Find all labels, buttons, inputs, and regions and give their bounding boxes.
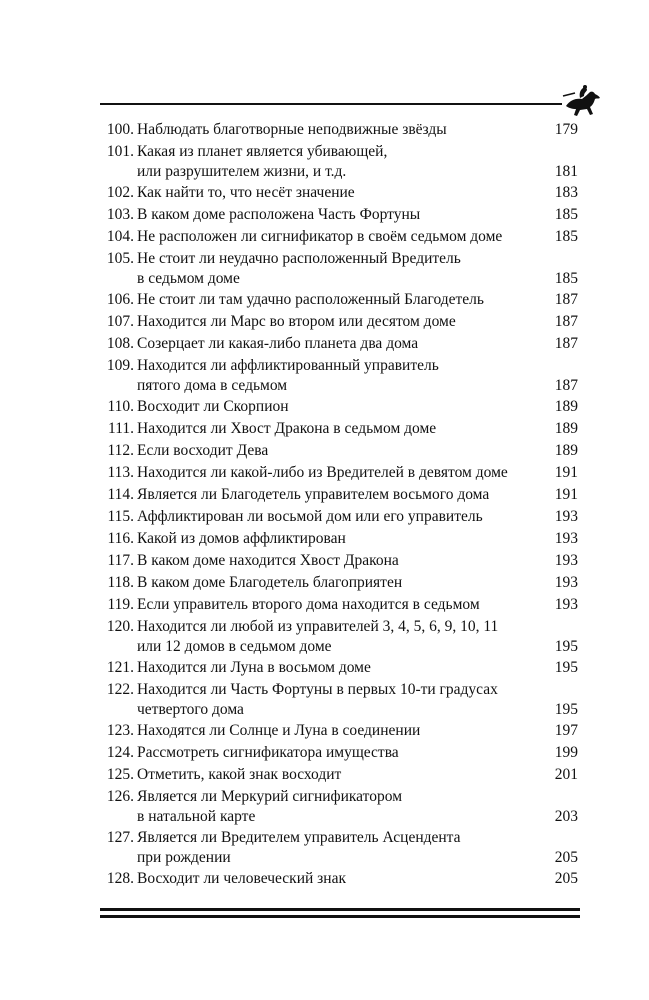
entry-title <box>137 507 538 527</box>
entry-number: 115. <box>107 508 134 525</box>
toc-entry <box>100 356 578 396</box>
entry-title-line: Не стоит ли неудачно расположенный Вредитель <box>137 250 461 267</box>
entry-title <box>137 765 538 785</box>
toc-entry <box>100 441 578 461</box>
toc-entry <box>100 828 578 868</box>
entry-title <box>137 551 538 571</box>
entry-title <box>137 743 538 763</box>
entry-title <box>137 397 538 417</box>
toc-entry <box>100 249 578 289</box>
entry-number: 108. <box>106 335 134 352</box>
toc-entry <box>100 205 578 225</box>
entry-title <box>137 227 538 247</box>
toc-entry <box>100 120 578 140</box>
entry-title-line: или 12 домов в седьмом доме <box>137 638 332 655</box>
entry-title-line: при рождении <box>137 849 231 866</box>
entry-title-line: В каком доме Благодетель благоприятен <box>137 574 403 591</box>
entry-title-line: Если восходит Дева <box>137 442 269 459</box>
entry-number: 104. <box>106 228 134 245</box>
entry-number: 118. <box>107 574 134 591</box>
entry-title-line: Находится ли Марс во втором или десятом доме <box>137 313 456 330</box>
entry-title <box>137 869 538 889</box>
entry-page-number: 187 <box>554 313 578 330</box>
entry-title-line: Какая из планет является убивающей, <box>137 143 388 160</box>
toc-entry <box>100 142 578 182</box>
entry-title-line: Является ли Вредителем управитель Асцендента <box>137 829 461 846</box>
entry-title-line: или разрушителем жизни, и т.д. <box>137 163 347 180</box>
entry-title-line: в натальной карте <box>137 808 256 825</box>
toc-entry <box>100 595 578 615</box>
entry-page-number: 189 <box>554 398 578 415</box>
entry-number: 120. <box>106 618 134 635</box>
footer-rule-bottom <box>100 915 580 918</box>
entry-number: 107. <box>106 313 134 330</box>
entry-page-number: 183 <box>554 184 578 201</box>
toc-entry <box>100 397 578 417</box>
entry-page-number: 193 <box>554 508 578 525</box>
entry-title <box>137 463 538 483</box>
entry-page-number: 187 <box>554 377 578 394</box>
entry-number: 119. <box>107 596 134 613</box>
entry-page-number: 205 <box>554 849 578 866</box>
toc-entry <box>100 787 578 827</box>
toc-entry <box>100 227 578 247</box>
entry-title-line: Не расположен ли сигнификатор в своём седьмом доме <box>137 228 503 245</box>
entry-page-number: 193 <box>554 530 578 547</box>
entry-title <box>137 334 538 354</box>
entry-title-line: Не стоит ли там удачно расположенный Благодетель <box>137 291 484 308</box>
entry-number: 113. <box>107 464 134 481</box>
entry-title <box>137 617 538 657</box>
footer-rule-top <box>100 908 580 911</box>
entry-title-line: Аффликтирован ли восьмой дом или его управитель <box>137 508 483 525</box>
toc-entry <box>100 463 578 483</box>
toc-entry <box>100 617 578 657</box>
entry-title <box>137 441 538 461</box>
entry-page-number: 193 <box>554 552 578 569</box>
entry-number: 117. <box>107 552 134 569</box>
entry-page-number: 179 <box>554 121 578 138</box>
entry-title <box>137 573 538 593</box>
entry-page-number: 203 <box>554 808 578 825</box>
entry-title-line: Как найти то, что несёт значение <box>137 184 355 201</box>
entry-title <box>137 419 538 439</box>
entry-number: 121. <box>106 659 134 676</box>
entry-title <box>137 183 538 203</box>
entry-title-line: Находится ли какой-либо из Вредителей в девятом доме <box>137 464 508 481</box>
entry-page-number: 187 <box>554 291 578 308</box>
toc-entry <box>100 529 578 549</box>
toc-entry <box>100 551 578 571</box>
entry-number: 110. <box>107 398 134 415</box>
entry-title <box>137 658 538 678</box>
entry-title <box>137 680 538 720</box>
entry-page-number: 193 <box>554 574 578 591</box>
entry-number: 128. <box>106 870 134 887</box>
entry-title-line: Находится ли любой из управителей 3, 4, 5, 6, 9, 10, 11 <box>137 618 499 635</box>
toc-entry <box>100 680 578 720</box>
entry-title-line: Находятся ли Солнце и Луна в соединении <box>137 722 421 739</box>
entry-page-number: 189 <box>554 442 578 459</box>
entry-page-number: 201 <box>554 766 578 783</box>
toc-entry <box>100 658 578 678</box>
entry-title-line: В каком доме находится Хвост Дракона <box>137 552 399 569</box>
entry-page-number: 197 <box>554 722 578 739</box>
entry-number: 103. <box>106 206 134 223</box>
toc-entry <box>100 721 578 741</box>
toc-entry <box>100 507 578 527</box>
toc-entry <box>100 312 578 332</box>
entry-title-line: Восходит ли человеческий знак <box>137 870 346 887</box>
entry-page-number: 193 <box>554 596 578 613</box>
entry-number: 116. <box>107 530 134 547</box>
entry-title-line: Восходит ли Скорпион <box>137 398 289 415</box>
entry-number: 122. <box>106 681 134 698</box>
entry-title-line: В каком доме расположена Часть Фортуны <box>137 206 421 223</box>
entry-title-line: Находится ли Луна в восьмом доме <box>137 659 371 676</box>
toc-entry <box>100 485 578 505</box>
entry-title-line: Какой из домов аффликтирован <box>137 530 346 547</box>
toc-entry <box>100 183 578 203</box>
entry-title-line: Наблюдать благотворные неподвижные звёзды <box>137 121 447 138</box>
entry-title-line: Находится ли Часть Фортуны в первых 10-ти градусах <box>137 681 498 698</box>
entry-title-line: Является ли Меркурий сигнификатором <box>137 788 402 805</box>
entry-title <box>137 290 538 310</box>
entry-page-number: 195 <box>554 701 578 718</box>
entry-number: 111. <box>108 420 134 437</box>
table-of-contents <box>100 120 578 891</box>
entry-title <box>137 485 538 505</box>
entry-page-number: 181 <box>554 163 578 180</box>
entry-title <box>137 828 538 868</box>
entry-number: 106. <box>106 291 134 308</box>
entry-title-line: четвертого дома <box>137 701 244 718</box>
entry-title-line: в седьмом доме <box>137 270 240 287</box>
entry-page-number: 189 <box>554 420 578 437</box>
entry-title-line: Находится ли Хвост Дракона в седьмом доме <box>137 420 437 437</box>
entry-page-number: 185 <box>554 228 578 245</box>
entry-title <box>137 120 538 140</box>
entry-title-line: пятого дома в седьмом <box>137 377 288 394</box>
entry-number: 126. <box>106 788 134 805</box>
entry-title-line: Если управитель второго дома находится в седьмом <box>137 596 480 613</box>
entry-number: 125. <box>106 766 134 783</box>
entry-number: 123. <box>106 722 134 739</box>
entry-number: 127. <box>106 829 134 846</box>
entry-title-line: Рассмотреть сигнификатора имущества <box>137 744 399 761</box>
toc-entry <box>100 334 578 354</box>
toc-entry <box>100 419 578 439</box>
toc-entry <box>100 743 578 763</box>
entry-title <box>137 312 538 332</box>
entry-page-number: 191 <box>554 486 578 503</box>
toc-entry <box>100 573 578 593</box>
entry-number: 109. <box>106 357 134 374</box>
header-rule <box>100 103 562 105</box>
entry-page-number: 185 <box>554 270 578 287</box>
horse-rider-ornament-icon <box>560 84 604 122</box>
toc-entry <box>100 869 578 889</box>
entry-page-number: 195 <box>554 659 578 676</box>
entry-page-number: 199 <box>554 744 578 761</box>
entry-page-number: 185 <box>554 206 578 223</box>
entry-title-line: Находится ли аффликтированный управитель <box>137 357 439 374</box>
entry-page-number: 191 <box>554 464 578 481</box>
toc-entry <box>100 765 578 785</box>
entry-title-line: Является ли Благодетель управителем восьмого дома <box>137 486 490 503</box>
entry-number: 112. <box>107 442 134 459</box>
entry-number: 101. <box>106 143 134 160</box>
entry-title <box>137 595 538 615</box>
entry-number: 100. <box>106 121 134 138</box>
entry-title <box>137 787 538 827</box>
entry-title-line: Отметить, какой знак восходит <box>137 766 342 783</box>
toc-entry <box>100 290 578 310</box>
entry-title <box>137 249 538 289</box>
entry-title <box>137 721 538 741</box>
entry-number: 105. <box>106 250 134 267</box>
entry-page-number: 187 <box>554 335 578 352</box>
entry-page-number: 195 <box>554 638 578 655</box>
entry-page-number: 205 <box>554 870 578 887</box>
entry-title <box>137 529 538 549</box>
entry-title-line: Созерцает ли какая-либо планета два дома <box>137 335 419 352</box>
entry-number: 102. <box>106 184 134 201</box>
entry-title <box>137 142 538 182</box>
entry-title <box>137 356 538 396</box>
entry-title <box>137 205 538 225</box>
entry-number: 114. <box>107 486 134 503</box>
entry-number: 124. <box>106 744 134 761</box>
